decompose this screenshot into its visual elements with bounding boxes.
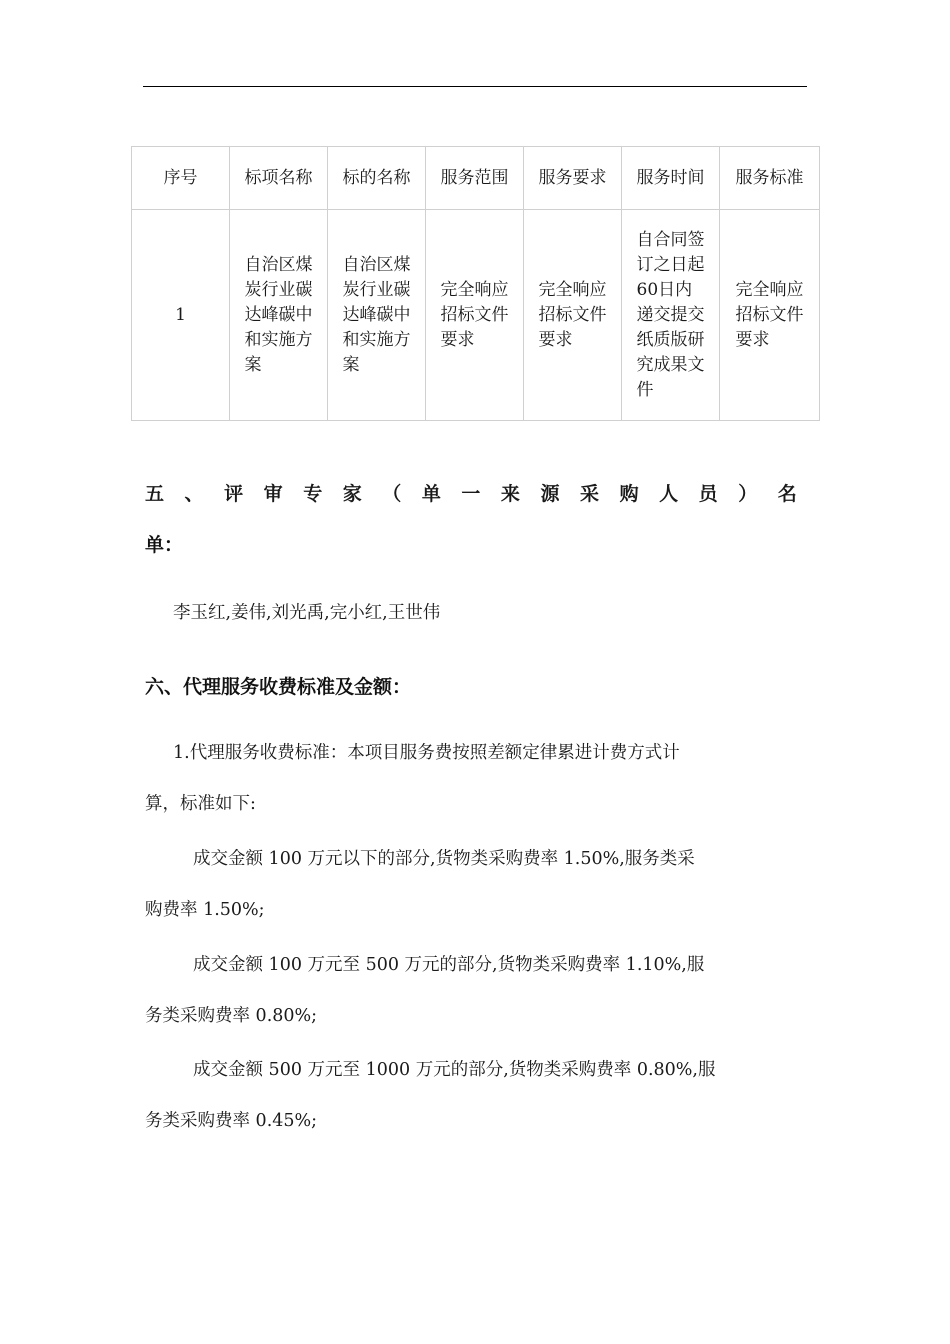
header-cell-service-scope: 服务范围 (426, 147, 524, 210)
expert-list: 李玉红,姜伟,刘光禹,完小红,王世伟 (173, 603, 441, 623)
header-cell-index: 序号 (132, 147, 230, 210)
table-row (132, 210, 820, 421)
section5-heading-continued: 单： (145, 534, 184, 556)
heading-char: 采 (580, 483, 600, 505)
heading-char: 人 (659, 483, 679, 505)
tier1-line2: 购费率 1.50%; (145, 900, 265, 920)
section6-heading: 六、代理服务收费标准及金额： (145, 676, 412, 698)
header-cell-service-time: 服务时间 (622, 147, 720, 210)
heading-char: 来 (500, 483, 520, 505)
header-cell-service-standard: 服务标准 (720, 147, 820, 210)
header-cell-service-requirement: 服务要求 (524, 147, 622, 210)
heading-char: 源 (540, 483, 560, 505)
tier2-line2: 务类采购费率 0.80%; (145, 1006, 318, 1026)
heading-char: 家 (342, 483, 362, 505)
heading-char: 审 (263, 483, 283, 505)
cell-service-scope: 完全响应招标文件要求 (426, 210, 524, 421)
heading-char: 五 (145, 483, 165, 505)
header-cell-subject-name: 标的名称 (328, 147, 426, 210)
heading-char: 员 (698, 483, 718, 505)
cell-service-requirement: 完全响应招标文件要求 (524, 210, 622, 421)
tier1-line1: 成交金额 100 万元以下的部分,货物类采购费率 1.50%,服务类采 (193, 849, 695, 869)
tier2-line1: 成交金额 100 万元至 500 万元的部分,货物类采购费率 1.10%,服 (193, 955, 705, 975)
fee-standard-line1: 1.代理服务收费标准：本项目服务费按照差额定律累进计费方式计 (173, 743, 680, 763)
header-rule (143, 86, 807, 87)
fee-standard-line2: 算，标准如下: (145, 794, 256, 814)
heading-char: （ (382, 483, 402, 505)
heading-char: 、 (184, 483, 204, 505)
heading-char: ） (738, 483, 758, 505)
cell-index: 1 (132, 210, 230, 421)
heading-char: 专 (303, 483, 323, 505)
heading-char: 名 (777, 483, 797, 505)
cell-service-standard: 完全响应招标文件要求 (720, 210, 820, 421)
tier3-line1: 成交金额 500 万元至 1000 万元的部分,货物类采购费率 0.80%,服 (193, 1060, 716, 1080)
cell-lot-name: 自治区煤炭行业碳达峰碳中和实施方案 (230, 210, 328, 421)
heading-char: 单 (421, 483, 441, 505)
section5-heading (145, 481, 797, 507)
cell-subject-name: 自治区煤炭行业碳达峰碳中和实施方案 (328, 210, 426, 421)
header-cell-lot-name: 标项名称 (230, 147, 328, 210)
tier3-line2: 务类采购费率 0.45%; (145, 1111, 318, 1131)
procurement-items-table (131, 146, 820, 421)
table-header-row (132, 147, 820, 210)
heading-char: 购 (619, 483, 639, 505)
cell-service-time: 自合同签订之日起60日内递交提交纸质版研究成果文件 (622, 210, 720, 421)
heading-char: 评 (224, 483, 244, 505)
heading-char: 一 (461, 483, 481, 505)
